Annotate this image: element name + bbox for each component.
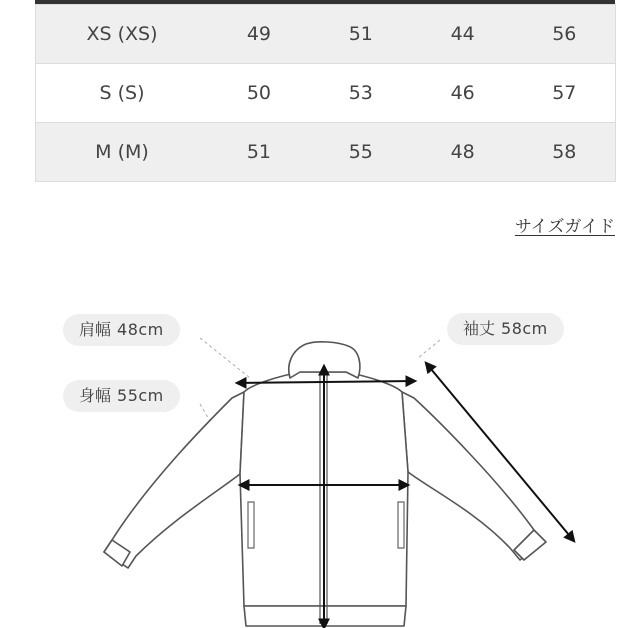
sleeve-length-value: 58cm <box>501 319 548 338</box>
value-cell: 49 <box>208 5 310 64</box>
value-cell: 46 <box>412 64 514 123</box>
value-cell: 48 <box>412 123 514 182</box>
sleeve-length-badge <box>447 313 564 345</box>
body-width-value: 55cm <box>117 386 164 405</box>
sleeve-length-label: 袖丈 <box>463 319 496 338</box>
shoulder-width-label: 肩幅 <box>79 320 112 339</box>
size-label-cell: XS (XS) <box>36 5 209 64</box>
shoulder-width-value: 48cm <box>117 320 164 339</box>
value-cell: 53 <box>310 64 412 123</box>
value-cell: 51 <box>208 123 310 182</box>
value-cell: 44 <box>412 5 514 64</box>
value-cell: 56 <box>514 5 616 64</box>
size-label-cell: S (S) <box>36 64 209 123</box>
body-width-badge <box>63 380 180 412</box>
size-label-cell: M (M) <box>36 123 209 182</box>
value-cell: 58 <box>514 123 616 182</box>
body-width-label: 身幅 <box>79 386 112 405</box>
value-cell: 55 <box>310 123 412 182</box>
value-cell: 50 <box>208 64 310 123</box>
shoulder-width-badge <box>63 314 180 346</box>
value-cell: 51 <box>310 5 412 64</box>
value-cell: 57 <box>514 64 616 123</box>
size-guide-link[interactable]: サイズガイド <box>514 217 615 237</box>
